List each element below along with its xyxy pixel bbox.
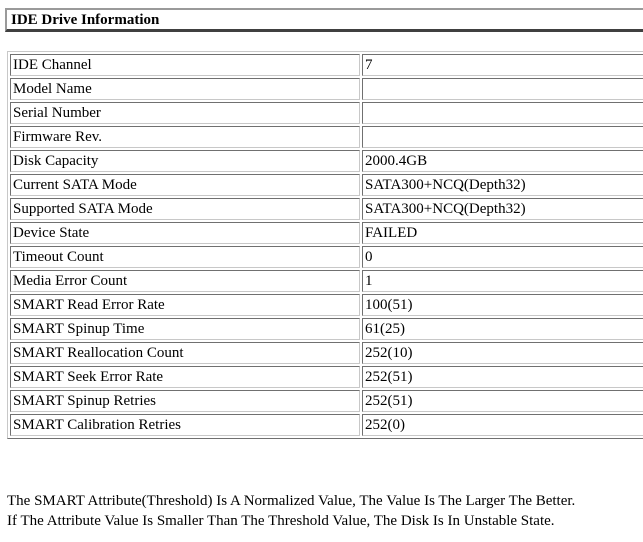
row-value: 0: [362, 246, 643, 268]
smart-note: [7, 491, 575, 531]
smart-note-line-2: If The Attribute Value Is Smaller Than The Threshold Value, The Disk Is In Unstable State.: [7, 513, 555, 529]
row-value: 61(25): [362, 318, 643, 340]
table-row: [10, 198, 643, 220]
row-value: 1: [362, 270, 643, 292]
table-row: [10, 78, 643, 100]
drive-info-table: [7, 51, 643, 439]
row-value: 252(0): [362, 414, 643, 436]
table-row: [10, 318, 643, 340]
row-value: 252(10): [362, 342, 643, 364]
row-value: [362, 78, 643, 100]
table-row: [10, 126, 643, 148]
table-row: [10, 150, 643, 172]
table-row: [10, 174, 643, 196]
row-label: SMART Reallocation Count: [10, 342, 360, 364]
table-row: [10, 366, 643, 388]
row-value: 2000.4GB: [362, 150, 643, 172]
row-label: Media Error Count: [10, 270, 360, 292]
row-value: SATA300+NCQ(Depth32): [362, 198, 643, 220]
row-value: [362, 102, 643, 124]
row-label: Model Name: [10, 78, 360, 100]
row-label: Supported SATA Mode: [10, 198, 360, 220]
table-row: [10, 270, 643, 292]
row-value: 7: [362, 54, 643, 76]
table-row: [10, 414, 643, 436]
row-label: SMART Seek Error Rate: [10, 366, 360, 388]
row-value: [362, 126, 643, 148]
row-label: Timeout Count: [10, 246, 360, 268]
section-title: IDE Drive Information: [11, 12, 160, 28]
row-label: Disk Capacity: [10, 150, 360, 172]
row-value: 100(51): [362, 294, 643, 316]
row-label: SMART Spinup Retries: [10, 390, 360, 412]
table-row: [10, 246, 643, 268]
row-label: Device State: [10, 222, 360, 244]
row-value: 252(51): [362, 366, 643, 388]
row-label: Serial Number: [10, 102, 360, 124]
table-row: [10, 390, 643, 412]
table-row: [10, 102, 643, 124]
row-value: SATA300+NCQ(Depth32): [362, 174, 643, 196]
row-label: SMART Calibration Retries: [10, 414, 360, 436]
row-label: SMART Read Error Rate: [10, 294, 360, 316]
smart-note-line-1: The SMART Attribute(Threshold) Is A Normalized Value, The Value Is The Larger The Better.: [7, 493, 576, 509]
row-value: 252(51): [362, 390, 643, 412]
table-row: [10, 54, 643, 76]
table-row: [10, 342, 643, 364]
row-label: IDE Channel: [10, 54, 360, 76]
row-label: Firmware Rev.: [10, 126, 360, 148]
section-header: [5, 8, 643, 32]
row-value: FAILED: [362, 222, 643, 244]
row-label: Current SATA Mode: [10, 174, 360, 196]
row-label: SMART Spinup Time: [10, 318, 360, 340]
table-row: [10, 294, 643, 316]
table-row: [10, 222, 643, 244]
